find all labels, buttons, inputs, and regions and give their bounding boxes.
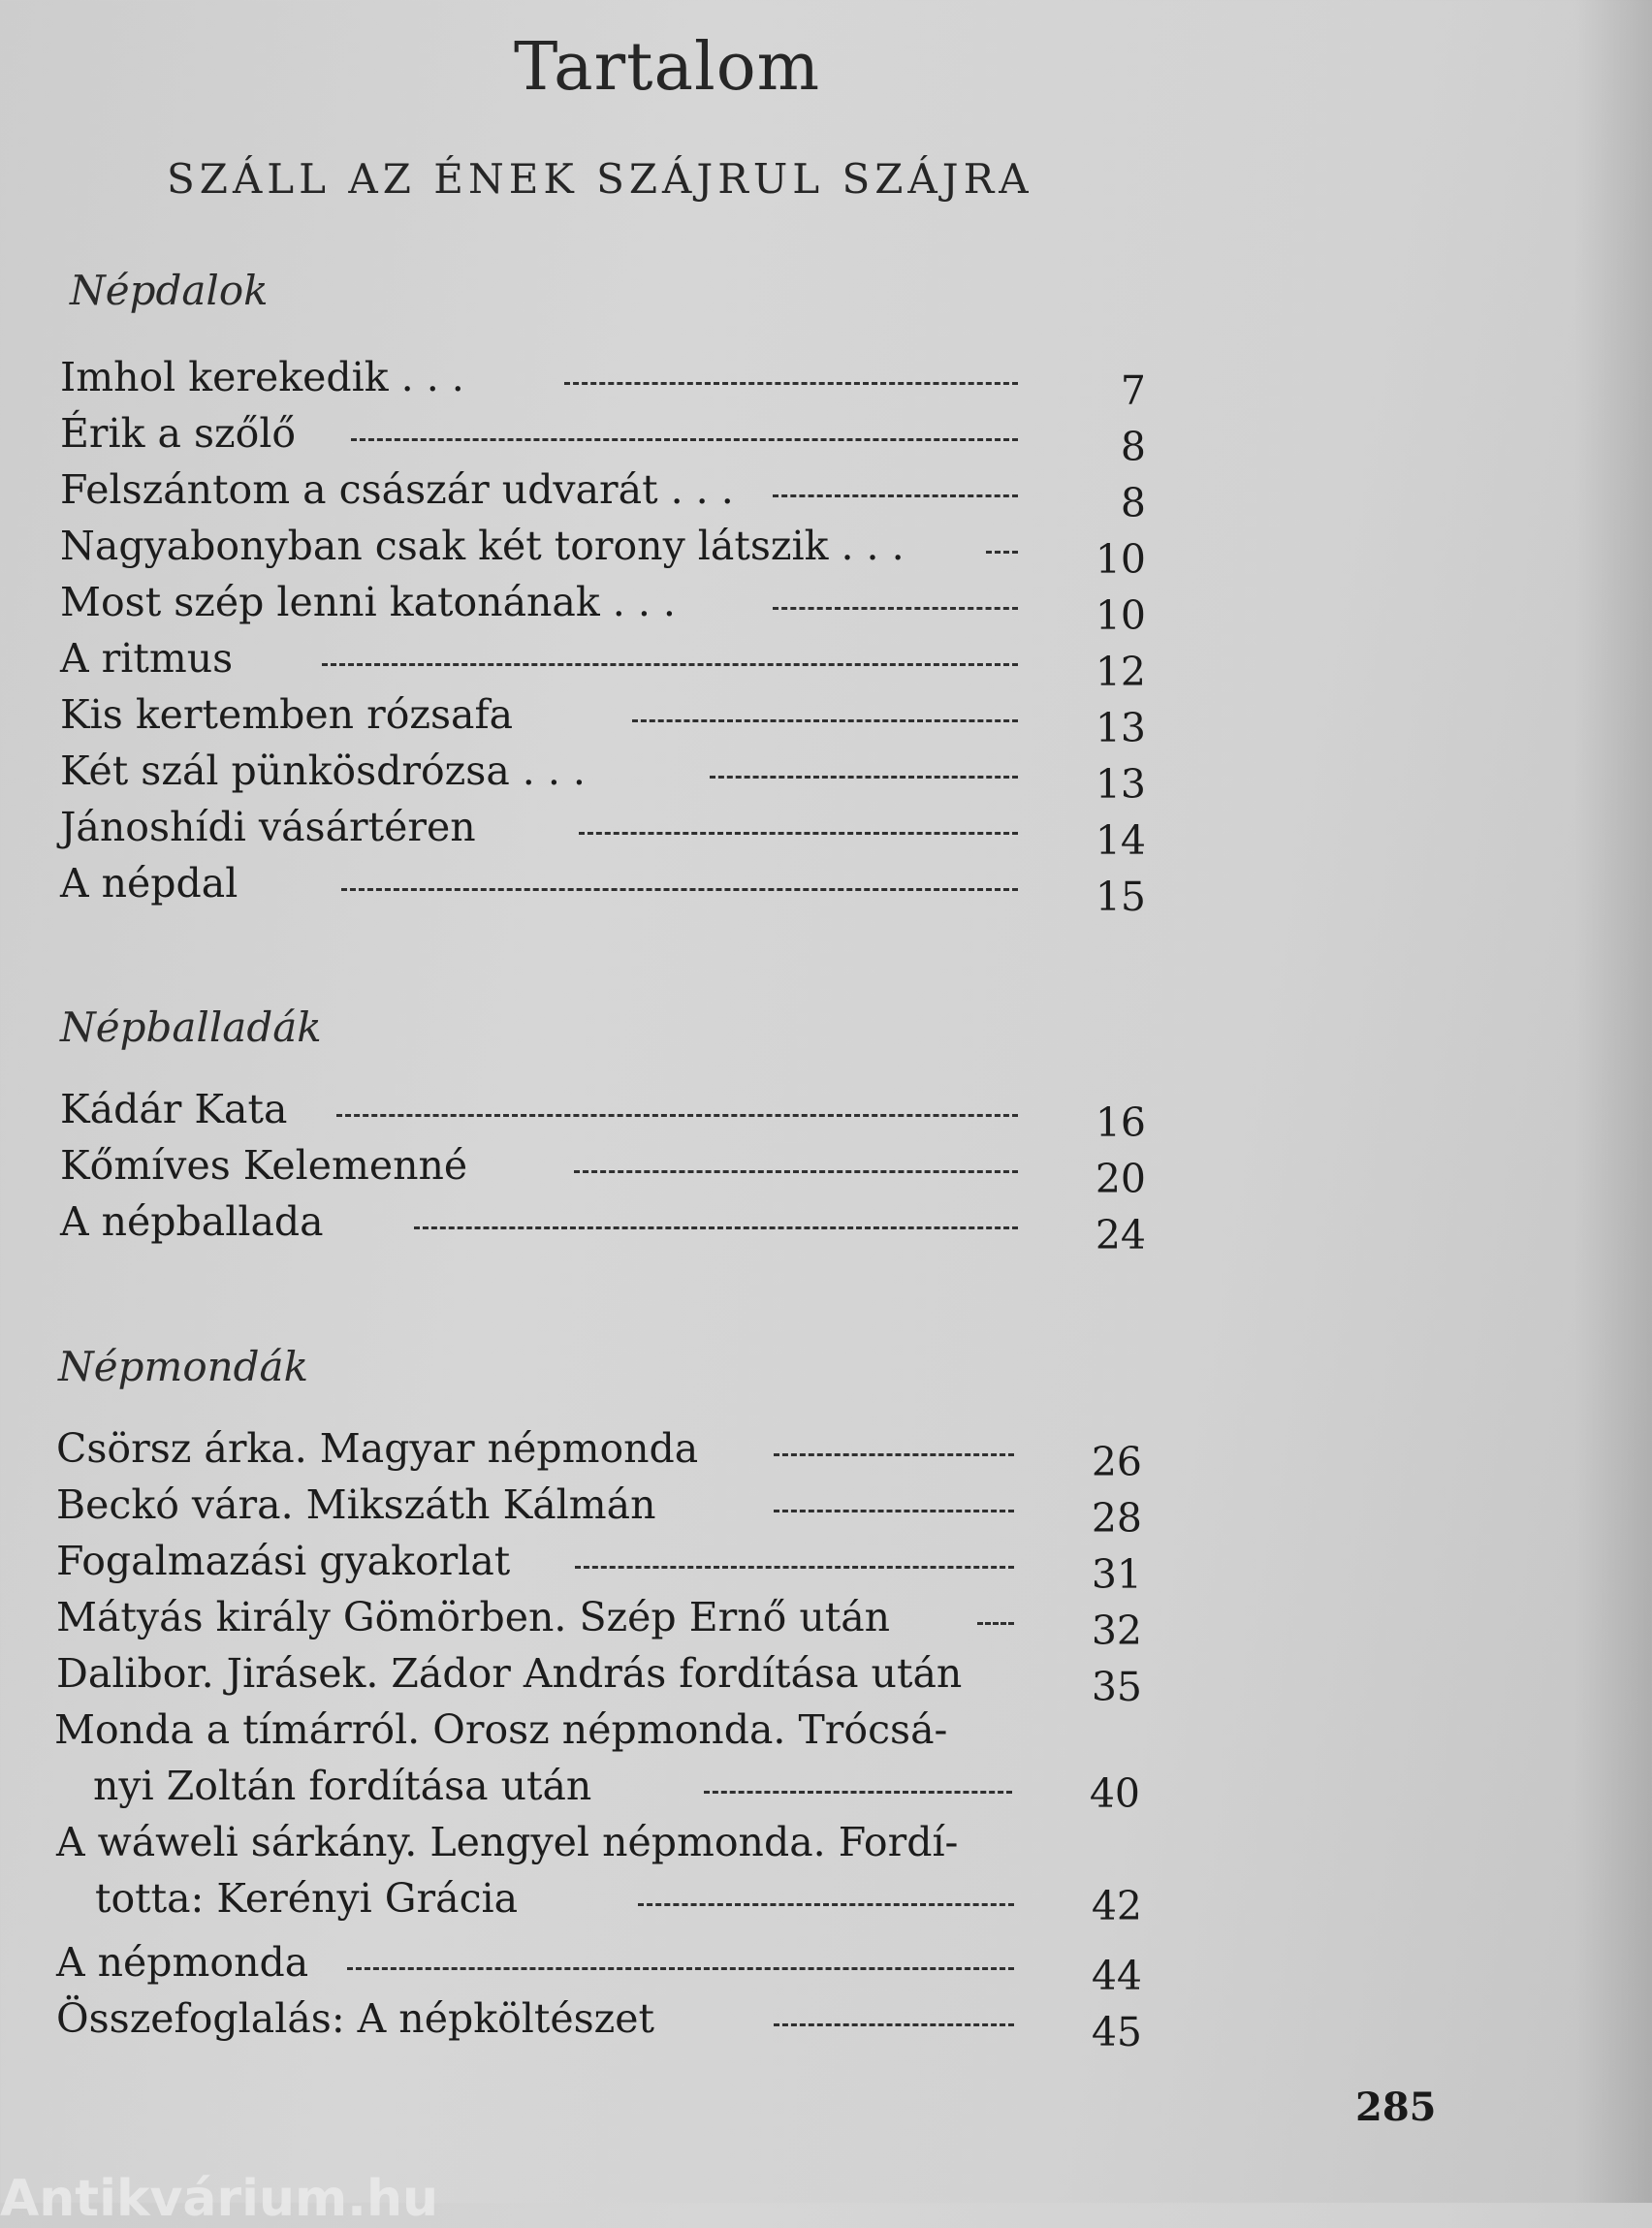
watermark: Antikvárium.hu <box>0 2170 438 2228</box>
entry-title: Kőmíves Kelemenné <box>60 1142 468 1189</box>
entry-title: Jánoshídi vásártéren <box>60 804 476 850</box>
entry-title: Nagyabonyban csak két torony látszik . . . <box>60 523 905 569</box>
toc-entry <box>56 1939 1142 1999</box>
part-title: SZÁLL AZ ÉNEK SZÁJRUL SZÁJRA <box>167 155 1033 203</box>
entry-title: A népmonda <box>56 1939 309 1986</box>
entry-page: 8 <box>1120 480 1146 526</box>
toc-entry <box>56 1481 1142 1542</box>
entry-title: Beckó vára. Mikszáth Kálmán <box>56 1481 656 1528</box>
entry-page: 40 <box>1089 1770 1140 1817</box>
entry-page: 28 <box>1091 1495 1142 1542</box>
entry-page: 13 <box>1095 705 1146 751</box>
dot-leader <box>575 1566 1014 1569</box>
dot-leader <box>414 1226 1018 1229</box>
dot-leader <box>774 2023 1014 2026</box>
toc-entry <box>60 691 1146 751</box>
entry-title: A wáweli sárkány. Lengyel népmonda. Fordí- <box>56 1819 959 1865</box>
entry-page: 26 <box>1091 1439 1142 1485</box>
entry-page: 10 <box>1095 536 1146 583</box>
dot-leader <box>574 1170 1018 1173</box>
entry-page: 31 <box>1091 1551 1142 1598</box>
dot-leader <box>638 1903 1014 1906</box>
toc-entry <box>60 1198 1146 1258</box>
entry-title: Két szál pünkösdrózsa . . . <box>60 748 586 794</box>
toc-entry <box>60 1086 1146 1146</box>
toc-entry <box>56 1650 1142 1710</box>
toc-entry <box>60 579 1146 639</box>
dot-leader <box>632 719 1018 722</box>
entry-title: Monda a tímárról. Orosz népmonda. Trócsá- <box>54 1706 948 1753</box>
dot-leader <box>579 832 1018 835</box>
entry-page: 42 <box>1091 1883 1142 1929</box>
entry-title: Mátyás király Gömörben. Szép Ernő után <box>56 1594 891 1640</box>
dot-leader <box>986 551 1018 554</box>
entry-title-continued: nyi Zoltán fordítása után <box>93 1763 592 1809</box>
dot-leader <box>341 888 1018 891</box>
toc-entry <box>56 1995 1142 2055</box>
toc-entry <box>60 466 1146 526</box>
entry-title: Kádár Kata <box>60 1086 288 1132</box>
toc-entry <box>60 804 1146 864</box>
entry-page: 14 <box>1095 817 1146 864</box>
entry-title: Most szép lenni katonának . . . <box>60 579 676 625</box>
entry-page: 16 <box>1095 1099 1146 1146</box>
entry-title: Összefoglalás: A népköltészet <box>56 1995 654 2042</box>
toc-entry <box>54 1706 1140 1823</box>
toc-entry <box>60 860 1146 920</box>
entry-title: A népdal <box>60 860 238 907</box>
entry-page: 13 <box>1095 761 1146 808</box>
entry-title: Kis kertemben rózsafa <box>60 691 514 738</box>
entry-title: Érik a szőlő <box>60 410 297 457</box>
dot-leader <box>773 607 1018 610</box>
section-heading-nepballadak: Népballadák <box>60 1003 322 1051</box>
page-edge-shadow <box>1574 0 1652 2203</box>
dot-leader <box>774 1453 1014 1456</box>
section-heading-nepdalok: Népdalok <box>70 267 269 314</box>
page-title: Tartalom <box>514 29 821 106</box>
dot-leader <box>774 1510 1014 1512</box>
toc-entry <box>60 354 1146 414</box>
toc-entry <box>60 748 1146 808</box>
entry-title: A ritmus <box>60 635 234 682</box>
entry-title: Fogalmazási gyakorlat <box>56 1538 511 1584</box>
entry-page: 35 <box>1091 1664 1142 1710</box>
dot-leader <box>704 1791 1012 1794</box>
toc-entry <box>60 1142 1146 1202</box>
dot-leader <box>351 438 1018 441</box>
entry-page: 32 <box>1091 1607 1142 1654</box>
entry-title: Felszántom a császár udvarát . . . <box>60 466 734 513</box>
entry-page: 24 <box>1095 1212 1146 1258</box>
section-heading-nepmondak: Népmondák <box>58 1343 309 1390</box>
entry-title-continued: totta: Kerényi Grácia <box>95 1875 519 1922</box>
dot-leader <box>322 663 1018 666</box>
page-number: 285 <box>1355 2085 1437 2130</box>
entry-page: 44 <box>1091 1953 1142 1999</box>
toc-entry <box>56 1819 1142 1935</box>
entry-page: 12 <box>1095 649 1146 695</box>
toc-entry <box>56 1594 1142 1654</box>
dot-leader <box>773 494 1018 497</box>
entry-title: Dalibor. Jirásek. Zádor András fordítása után <box>56 1650 963 1697</box>
entry-page: 45 <box>1091 2009 1142 2055</box>
entry-title: Imhol kerekedik . . . <box>60 354 464 400</box>
entry-page: 20 <box>1095 1156 1146 1202</box>
toc-entry <box>60 523 1146 583</box>
toc-entry <box>60 410 1146 470</box>
dot-leader <box>564 382 1018 385</box>
entry-title: A népballada <box>60 1198 324 1245</box>
toc-entry <box>60 635 1146 695</box>
entry-page: 10 <box>1095 592 1146 639</box>
dot-leader <box>977 1622 1014 1625</box>
entry-title: Csörsz árka. Magyar népmonda <box>56 1425 699 1472</box>
toc-entry <box>56 1425 1142 1485</box>
dot-leader <box>710 776 1018 779</box>
dot-leader <box>336 1114 1018 1117</box>
entry-page: 7 <box>1120 367 1146 414</box>
dot-leader <box>347 1967 1014 1970</box>
toc-entry <box>56 1538 1142 1598</box>
entry-page: 15 <box>1095 874 1146 920</box>
entry-page: 8 <box>1120 424 1146 470</box>
